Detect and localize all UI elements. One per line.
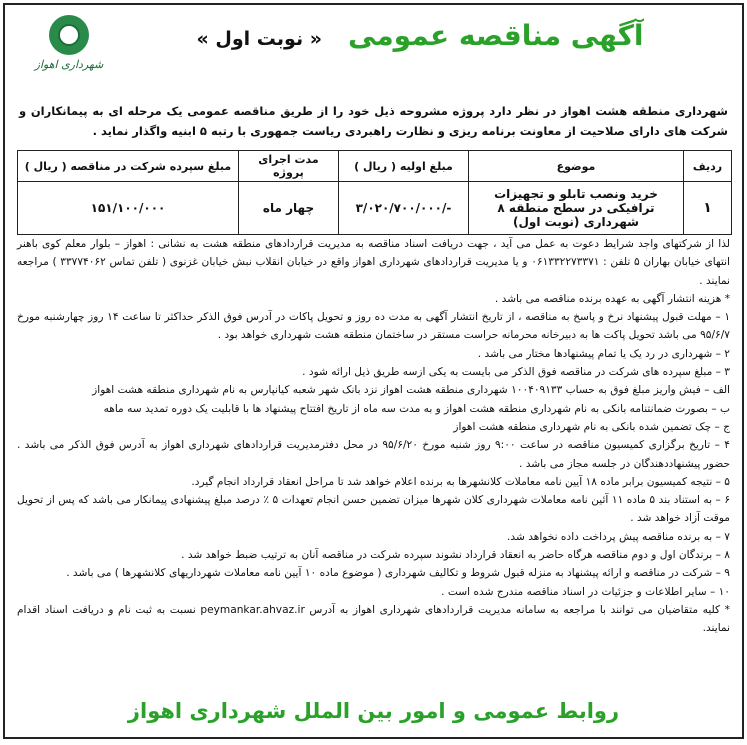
logo — [21, 15, 117, 81]
municipality-emblem-icon — [49, 15, 89, 55]
table-row — [18, 182, 732, 235]
notice-title: آگهی مناقصه عمومی — [348, 19, 644, 52]
body-paragraph-3c: ج – چک تضمین شده بانکی به نام شهرداری منطقه هشت اهواز — [453, 420, 730, 433]
cell-row-number: ۱ — [684, 182, 732, 235]
intro-paragraph: شهرداری منطقه هشت اهواز در نظر دارد پروژه مشروحه ذیل خود را از طریق مناقصه عمومی یک مرحله ای به پیمانکاران و شرکت های دارای صلاحیت از معاونت برنامه ریزی و نظارت راهبردی ریاست جمهوری با رتبه ۵ ابنیه واگذار نماید . — [19, 104, 728, 138]
body-paragraph-invitation: لذا از شرکتهای واجد شرایط دعوت به عمل می آید ، جهت دریافت اسناد مناقصه به مدیریت قراردادهای منطقه هشت به نشانی : اهواز – بلوار معلم کوی باهنر انتهای خیابان بهاران ۵ تلفن : ۰۶۱۳۳۲۲۷۳۳۷۱ و یا مدیریت قراردادهای شهرداری اهواز واقع در خیابان انقلاب نبش خیابان غزنوی ( تلفن تماس ۳۳۷۷۴۰۶۲ ) مراجعه نمایند . — [17, 238, 731, 287]
body-paragraph-3a: الف – فیش واریز مبلغ فوق به حساب ۱۰۰۴۰۹۱۳۳ شهرداری منطقه هشت اهواز نزد بانک شهر شعبه کیانپارس به نام شهرداری منطقه هشت اهواز — [92, 384, 730, 397]
col-header-initial-amount: مبلغ اولیه ( ریال ) — [339, 151, 469, 182]
body-paragraph-5: ۵ – نتیجه کمیسیون برابر ماده ۱۸ آیین نامه معاملات کلانشهرها به برنده اعلام خواهد شد تا مراحل انعقاد قرارداد انجام گیرد. — [191, 475, 730, 488]
col-header-row-number: ردیف — [684, 151, 732, 182]
tender-table — [17, 150, 732, 235]
cell-subject: خرید ونصب تابلو و تجهیزات ترافیکی در سطح منطقه ۸ شهرداری (نوبت اول) — [469, 182, 684, 235]
footer-signature: روابط عمومی و امور بین الملل شهرداری اهواز — [127, 699, 620, 723]
body-paragraph-3: ۳ – مبلغ سپرده های شرکت در مناقصه فوق الذکر می بایست به یکی ازسه طریق ذیل ارائه شود . — [302, 366, 730, 379]
body-paragraph-1: ۱ – مهلت قبول پیشنهاد نرخ و پاسخ به مناقصه ، از تاریخ انتشار آگهی به مدت ده روز و تحویل پاکات در آدرس فوق الذکر حداکثر تا ساعت ۱۴ روز چهارشنبه مورخ ۹۵/۶/۷ می باشد تحویل پاکت ها به دبیرخانه محرمانه حراست مستقر در ساختمان منطقه هشت شهرداری خواهد بود . — [17, 311, 731, 342]
body-paragraph-2: ۲ – شهرداری در رد یک یا تمام پیشنهادها مختار می باشد . — [477, 347, 730, 360]
notice-round: « نوبت اول » — [196, 28, 322, 50]
cell-deposit: ۱۵۱/۱۰۰/۰۰۰ — [18, 182, 239, 235]
logo-caption: شهرداری اهواز — [34, 58, 104, 71]
table-header-row — [18, 151, 732, 182]
col-header-deposit: مبلغ سپرده شرکت در مناقصه ( ریال ) — [18, 151, 239, 182]
body-paragraph-4: ۴ – تاریخ برگزاری کمیسیون مناقصه در ساعت ۹:۰۰ روز شنبه مورخ ۹۵/۶/۲۰ در محل دفترمدیریت قراردادهای شهرداری اهواز به آدرس فوق الذکر می باشد . حضور پیشنهاددهندگان در جلسه مجاز می باشد . — [17, 439, 730, 470]
body-paragraph-6: ۶ – به استناد بند ۵ ماده ۱۱ آئین نامه معاملات شهرداری کلان شهرها میزان تضمین حسن انجام تعهدات ۵ ٪ درصد مبلغ پیشنهادی پیمانکار می باشد که پس از تحویل موقت آزاد خواهد شد . — [17, 494, 731, 525]
cell-duration: چهار ماه — [239, 182, 339, 235]
body-paragraph-7: ۷ – به برنده مناقصه پیش پرداخت داده نخواهد شد. — [507, 530, 730, 543]
notice-title-row — [155, 19, 685, 52]
body-paragraph-website: * کلیه متقاضیان می توانند با مراجعه به سامانه مدیریت قراردادهای شهرداری اهواز به آدرس peymankar.ahvaz.ir نسبت به ثبت نام و دریافت اسناد اقدام نمایند. — [17, 603, 730, 635]
col-header-duration: مدت اجرای پروژه — [239, 151, 339, 182]
cell-initial-amount: -/۳/۰۲۰/۷۰۰/۰۰۰ — [339, 182, 469, 235]
body-paragraph-8: ۸ – برندگان اول و دوم مناقصه هرگاه حاضر به انعقاد قرارداد نشوند سپرده شرکت در مناقصه آنان به ترتیب ضبط خواهد شد . — [181, 549, 730, 562]
notice-body — [17, 235, 730, 638]
body-paragraph-ad-cost: * هزینه انتشار آگهی به عهده برنده مناقصه می باشد . — [494, 292, 730, 305]
body-paragraph-9: ۹ – شرکت در مناقصه و ارائه پیشنهاد به منزله قبول شروط و تکالیف شهرداری ( موضوع ماده ۱۰ آیین نامه معاملات شهرداریهای کلانشهرها ) می باشد . — [66, 567, 730, 580]
body-paragraph-3b: ب – بصورت ضمانتنامه بانکی به نام شهرداری منطقه هشت اهواز و به مدت سه ماه از تاریخ افتتاح پیشنهاد ها با قابلیت یک دوره تمدید سه ماهه — [103, 402, 730, 415]
col-header-subject: موضوع — [469, 151, 684, 182]
tender-notice — [3, 3, 744, 739]
body-paragraph-10: ۱۰ – سایر اطلاعات و جزئیات در اسناد مناقصه مندرج شده است . — [441, 585, 730, 598]
